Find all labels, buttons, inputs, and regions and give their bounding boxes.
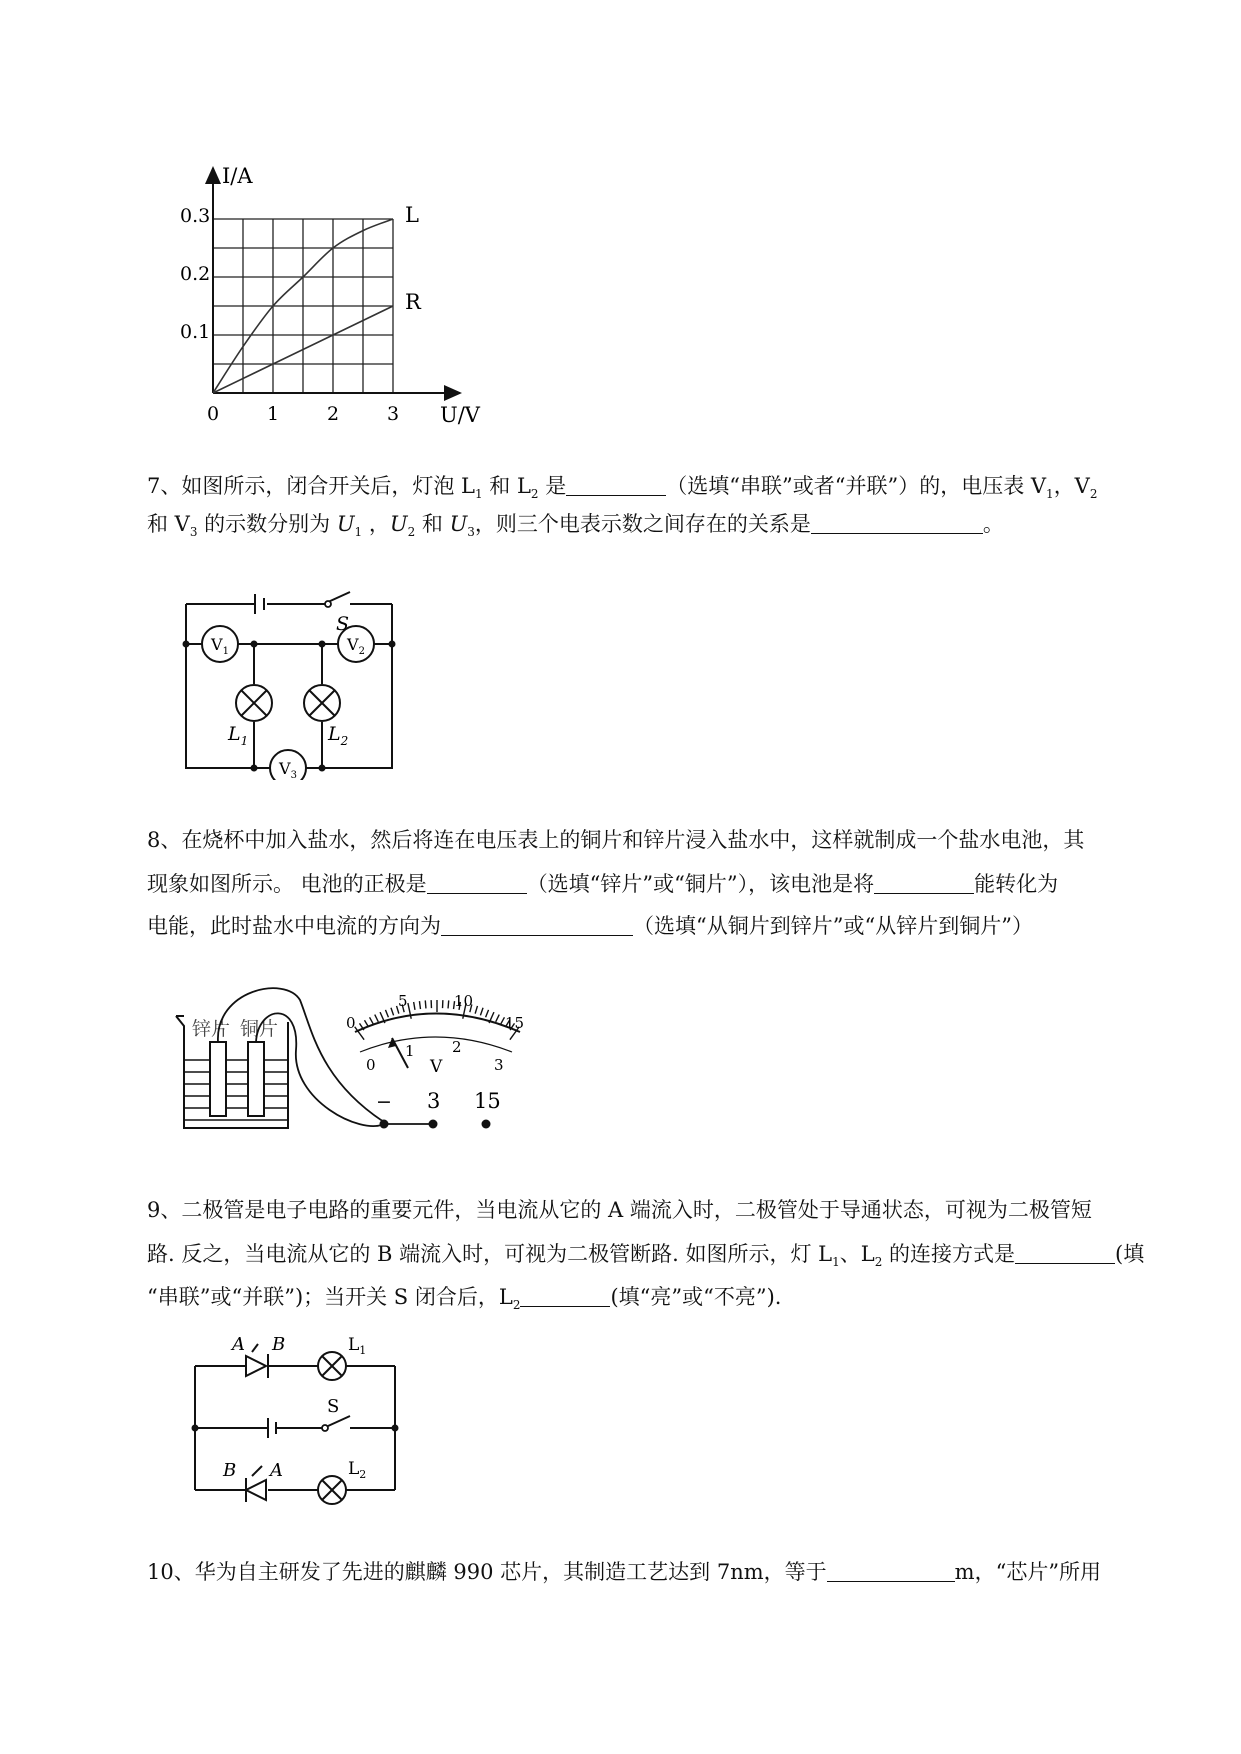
meter-tick	[475, 1006, 477, 1014]
top-scale-label: 0	[346, 1014, 356, 1032]
switch-blade	[328, 592, 350, 602]
svg-text:L1: $L_1$	[228, 723, 249, 748]
bottom-scale-label: 0	[366, 1056, 376, 1074]
x-tick-label: 1	[267, 403, 280, 425]
meter-tick	[391, 1008, 394, 1016]
answer-blank[interactable]	[520, 1288, 610, 1307]
y-axis-label: I/A	[222, 164, 253, 188]
meter-tick	[486, 1010, 489, 1017]
zinc-plate	[210, 1042, 226, 1116]
switch-blade	[328, 1416, 350, 1426]
switch-label: S	[336, 613, 350, 635]
meter-tick	[375, 1015, 379, 1022]
lamp-l1	[236, 685, 272, 721]
circuit-diagram-q7	[180, 580, 410, 780]
terminal-3	[429, 1120, 438, 1129]
answer-blank[interactable]	[874, 875, 974, 894]
diode-bottom	[246, 1466, 266, 1502]
terminal-label-15: 15	[474, 1089, 501, 1113]
meter-tick	[425, 1000, 426, 1008]
top-scale-label: 15	[505, 1014, 525, 1032]
question-9-line-3: “串联”或“并联”)；当开关 S 闭合后，$L_2$ (填“亮”或“不亮”).	[147, 1285, 782, 1313]
unit-label: V	[430, 1057, 443, 1077]
y-tick-label: 0.1	[180, 321, 211, 343]
meter-tick	[480, 1008, 483, 1016]
copper-plate	[248, 1042, 264, 1116]
zinc-label: 锌片	[192, 1018, 231, 1040]
svg-text:V2: $V_2$	[347, 635, 365, 657]
y-tick-label: 0.2	[180, 263, 211, 285]
terminal-label-negative: −	[376, 1091, 392, 1113]
meter-tick	[419, 1001, 420, 1009]
svg-text:A: A	[270, 1460, 283, 1481]
circuit-diagram-q9	[180, 1330, 420, 1530]
answer-blank[interactable]	[566, 477, 666, 496]
question-7-line-2: 和 $V_3$ 的示数分别为 $U_1$ ，$U_2$ 和 $U_3$，则三个电表示数之间存在的关系是 。	[147, 512, 1004, 540]
svg-text:L1: $L_1$	[348, 1335, 367, 1357]
salt-water-battery-diagram	[170, 970, 540, 1145]
meter-ticks	[355, 1000, 520, 1040]
answer-blank[interactable]	[811, 515, 983, 534]
y-tick-label: 0.3	[180, 205, 211, 227]
salt-water	[184, 1060, 288, 1120]
x-tick-label: 0	[207, 403, 220, 425]
question-9-line-1: 9、二极管是电子电路的重要元件，当电流从它的 A 端流入时，二极管处于导通状态，可视为二极管短	[147, 1198, 1092, 1222]
top-scale-label: 10	[454, 992, 474, 1010]
x-axis-label: U/V	[440, 403, 480, 427]
bottom-scale-label: 2	[452, 1038, 462, 1056]
curve-label-l: L	[405, 203, 419, 227]
answer-blank[interactable]	[427, 875, 527, 894]
svg-text:S: S	[327, 1396, 340, 1417]
svg-text:B: B	[223, 1460, 237, 1481]
answer-blank[interactable]	[827, 1563, 955, 1582]
question-8-line-2: 现象如图所示。 电池的正极是 （选填“锌片”或“铜片”），该电池是将 能转化为	[147, 872, 1059, 896]
bottom-scale-label: 3	[494, 1056, 504, 1074]
answer-blank[interactable]	[441, 917, 633, 936]
svg-text:V1: $V_1$	[211, 635, 229, 657]
graph-grid	[213, 219, 393, 393]
lamp-l2	[304, 685, 340, 721]
iu-graph	[170, 150, 490, 435]
terminal-label-3: 3	[427, 1089, 441, 1113]
lamp-l2	[318, 1476, 346, 1504]
question-8-line-1: 8、在烧杯中加入盐水，然后将连在电压表上的铜片和锌片浸入盐水中，这样就制成一个盐水电池，其	[147, 828, 1085, 852]
meter-scale-arc-inner	[360, 1037, 512, 1052]
svg-text:L2: $L_2$	[348, 1459, 367, 1481]
terminal-negative	[380, 1120, 389, 1129]
meter-scale-arc	[355, 1014, 520, 1033]
answer-blank[interactable]	[1015, 1245, 1115, 1264]
meter-tick	[496, 1015, 500, 1022]
meter-tick	[414, 1002, 415, 1010]
question-9-line-2: 路. 反之，当电流从它的 B 端流入时，可视为二极管断路. 如图所示，灯 $L_1$、$L_2$ 的连接方式是 (填	[147, 1242, 1145, 1270]
x-tick-label: 2	[327, 403, 340, 425]
svg-text:L2: $L_2$	[328, 723, 349, 748]
bottom-scale-label: 1	[405, 1042, 415, 1060]
svg-text:V3: $V_3$	[279, 759, 297, 780]
curve-label-r: R	[405, 290, 421, 314]
question-10-line-1: 10、华为自主研发了先进的麒麟 990 芯片，其制造工艺达到 7nm，等于 m，“芯片”所用	[147, 1560, 1102, 1584]
meter-tick	[501, 1017, 505, 1024]
switch-contact	[325, 601, 331, 607]
svg-text:A: A	[232, 1334, 245, 1355]
diode-top	[246, 1344, 268, 1378]
top-scale-label: 5	[398, 992, 408, 1010]
copper-label: 铜片	[240, 1018, 279, 1040]
meter-tick	[448, 1000, 449, 1008]
svg-text:B: B	[272, 1334, 286, 1355]
question-8-line-3: 电能，此时盐水中电流的方向为 （选填“从铜片到锌片”或“从锌片到铜片”）	[147, 914, 1033, 938]
meter-tick	[370, 1017, 374, 1024]
terminal-15	[482, 1120, 491, 1129]
lamp-l1	[318, 1352, 346, 1380]
question-7-line-1: 7、如图所示，闭合开关后，灯泡 $L_1$ 和 $L_2$ 是 （选填“串联”或者“并联”）的，电压表 $V_1$，$V_2$	[147, 474, 1098, 502]
x-tick-label: 3	[387, 403, 400, 425]
meter-tick	[385, 1010, 388, 1017]
